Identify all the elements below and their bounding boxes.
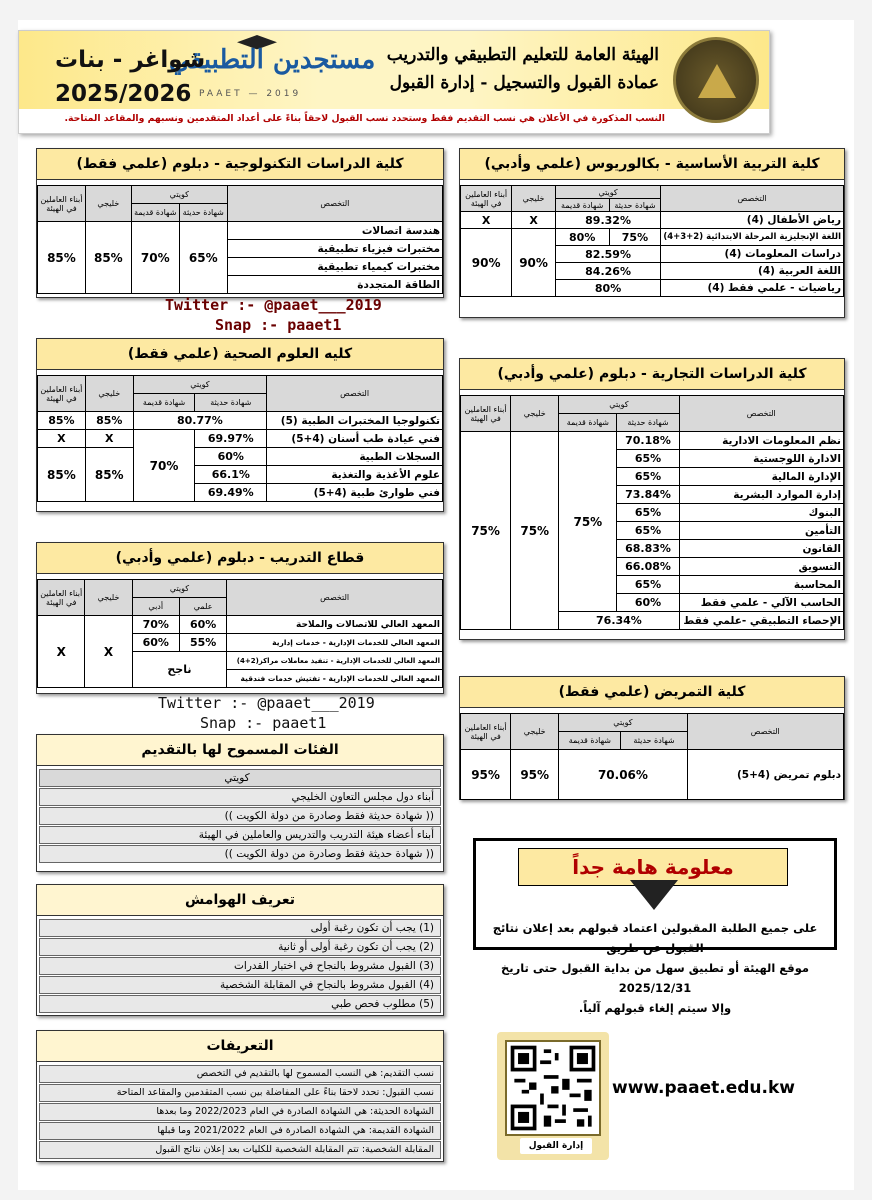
header (18, 30, 770, 134)
box-title: كلية التربية الأساسية - بكالوريوس (علمي وأدبي) (460, 149, 844, 180)
specialty-name: المعهد العالي للاتصالات والملاحة (227, 616, 443, 634)
rate-new: 69.97% (195, 430, 267, 448)
box-title: كلية الدراسات التكنولوجية - دبلوم (علمي فقط) (37, 149, 443, 180)
box-title: كلية الدراسات التجارية - دبلوم (علمي وأدبي) (460, 359, 844, 390)
rate-old: 70% (131, 222, 179, 294)
rate: 84.26% (555, 263, 660, 280)
technology-box (36, 148, 444, 298)
col-gulf: خليجي (511, 396, 559, 432)
rate-new: 60% (617, 594, 679, 612)
rate-new: 65% (617, 576, 679, 594)
col-specialty: التخصص (687, 714, 843, 750)
qr-code-icon (505, 1040, 601, 1136)
footnote-item: (5) مطلوب فحص طبي (39, 995, 441, 1013)
employees-rate: 85% (38, 412, 86, 430)
specialty-name: الحاسب الآلي - علمي فقط (679, 594, 843, 612)
col-old: شهادة قديمة (559, 732, 621, 750)
rate-new: 65% (179, 222, 227, 294)
nursing-table (460, 713, 844, 800)
vacancies-title: شواغر - بنات (55, 47, 206, 73)
footnote-item: (1) يجب أن تكون رغبة أولى (39, 919, 441, 937)
specialty-name: فني عيادة طب أسنان (4+5) (267, 430, 443, 448)
academic-year: 2025/2026 (55, 81, 192, 107)
col-gulf: خليجي (85, 186, 131, 222)
col-gulf: خليجي (85, 580, 132, 616)
col-employees: أبناء العاملين في الهيئة (461, 186, 512, 212)
rate-new: 75% (609, 229, 661, 246)
col-specialty: التخصص (227, 186, 442, 222)
brand-title: مستجدين التطبيقي (169, 45, 376, 75)
col-kuwaiti: كويتي (559, 396, 679, 414)
category-item: (( شهادة حديثة فقط وصادرة من دولة الكويت )) (39, 845, 441, 863)
rate-literary: 60% (132, 634, 179, 652)
rate-new: 65% (617, 468, 679, 486)
box-title: الفئات المسموح لها بالتقديم (37, 735, 443, 766)
twitter-handle: Twitter :- @paaet___2019 (165, 296, 382, 314)
health-sciences-table (37, 375, 443, 502)
specialty-name: المعهد العالي للخدمات الإدارية - تفتيش خدمات فندقية (227, 670, 443, 688)
col-specialty: التخصص (227, 580, 443, 616)
category-item: (( شهادة حديثة فقط وصادرة من دولة الكويت )) (39, 807, 441, 825)
training-box (36, 542, 444, 694)
rate-pass: ناجح (132, 652, 227, 688)
gulf-rate: X (85, 616, 132, 688)
table-row (38, 616, 443, 634)
specialty-name: دبلوم تمريض (4+5) (687, 750, 843, 800)
gulf-rate: 95% (511, 750, 559, 800)
org-name: الهيئة العامة للتعليم التطبيقي والتدريب (386, 45, 659, 65)
box-title: تعريف الهوامش (37, 885, 443, 916)
rate: 80% (555, 280, 660, 297)
rate: 70.06% (559, 750, 687, 800)
col-specialty: التخصص (267, 376, 443, 412)
col-kuwaiti: كويتي (132, 580, 227, 598)
rate-new: 66.1% (195, 466, 267, 484)
rate: 82.59% (555, 246, 660, 263)
important-text (478, 918, 832, 1018)
col-employees: أبناء العاملين في الهيئة (38, 186, 86, 222)
col-old: شهادة قديمة (133, 394, 195, 412)
specialty-name: هندسة اتصالات (227, 222, 442, 240)
health-sciences-box (36, 338, 444, 512)
box-title: التعريفات (37, 1031, 443, 1062)
box-title: كلية التمريض (علمي فقط) (460, 677, 844, 708)
table-row (461, 212, 844, 229)
snap-handle-2: Snap :- paaet1 (200, 714, 327, 732)
employees-rate: X (461, 212, 512, 229)
rate-scientific: 55% (179, 634, 226, 652)
rate-old: 70% (133, 430, 195, 502)
col-specialty: التخصص (679, 396, 843, 432)
gulf-rate: 85% (85, 222, 131, 294)
footnotes-box (36, 884, 444, 1016)
table-row (461, 229, 844, 246)
rate-new: 70.18% (617, 432, 679, 450)
specialty-name: علوم الأغذية والتغذية (267, 466, 443, 484)
col-employees: أبناء العاملين في الهيئة (38, 580, 85, 616)
definition-item: المقابلة الشخصية: تتم المقابلة الشخصية للكليات بعد إعلان نتائج القبول (39, 1141, 441, 1159)
col-kuwaiti: كويتي (555, 186, 660, 199)
footnote-item: (4) القبول مشروط بالنجاح في المقابلة الشخصية (39, 976, 441, 994)
rate-new: 68.83% (617, 540, 679, 558)
specialty-name: القانون (679, 540, 843, 558)
col-kuwaiti: كويتي (131, 186, 227, 204)
specialty-name: الادارة اللوجستية (679, 450, 843, 468)
box-title: كليه العلوم الصحية (علمي فقط) (37, 339, 443, 370)
technology-table (37, 185, 443, 294)
rate-new: 60% (195, 448, 267, 466)
important-line: موقع الهيئة أو تطبيق سهل من بداية القبول حتى تاريخ 2025/12/31 (500, 961, 810, 995)
business-box (459, 358, 845, 640)
col-new: شهادة حديثة (617, 414, 679, 432)
gulf-rate: 90% (512, 229, 556, 297)
table-row (38, 448, 443, 466)
employees-rate: 85% (38, 222, 86, 294)
employees-rate: X (38, 430, 86, 448)
col-employees: أبناء العاملين في الهيئة (461, 396, 511, 432)
employees-rate: 90% (461, 229, 512, 297)
table-row (38, 222, 443, 240)
twitter-handle-2: Twitter :- @paaet___2019 (158, 694, 375, 712)
definition-item: الشهادة الحديثة: هي الشهادة الصادرة في العام 2022/2023 وما بعدها (39, 1103, 441, 1121)
specialty-name: اللغة الإنجليزية المرحلة الابتدائية (2+3+4) (661, 229, 844, 246)
rate-new: 66.08% (617, 558, 679, 576)
col-new: شهادة حديثة (195, 394, 267, 412)
box-title: قطاع التدريب - دبلوم (علمي وأدبي) (37, 543, 443, 574)
table-row (38, 430, 443, 448)
definition-item: الشهادة القديمة: هي الشهادة الصادرة في العام 2021/2022 وما قبلها (39, 1122, 441, 1140)
rate: 76.34% (559, 612, 679, 630)
definition-item: نسب القبول: تحدد لاحقا بناءً على المفاضلة بين نسب المتقدمين والمقاعد المتاحة (39, 1084, 441, 1102)
col-employees: أبناء العاملين في الهيئة (461, 714, 511, 750)
specialty-name: المعهد العالي للخدمات الإدارية - تنفيذ معاملات مراكز(2+4) (227, 652, 443, 670)
col-employees: أبناء العاملين في الهيئة (38, 376, 86, 412)
categories-box (36, 734, 444, 872)
gulf-rate: 75% (511, 432, 559, 630)
rate: 80.77% (133, 412, 267, 430)
rate-old: 75% (559, 432, 617, 612)
snap-handle: Snap :- paaet1 (215, 316, 342, 334)
gulf-rate: 85% (85, 448, 133, 502)
col-literary: أدبي (132, 598, 179, 616)
specialty-name: السجلات الطبية (267, 448, 443, 466)
col-gulf: خليجي (512, 186, 556, 212)
employees-rate: 85% (38, 448, 86, 502)
col-old: شهادة قديمة (555, 199, 609, 212)
footnote-item: (2) يجب أن تكون رغبة أولى أو ثانية (39, 938, 441, 956)
website-url[interactable]: www.paaet.edu.kw (612, 1078, 795, 1098)
rate-new: 65% (617, 522, 679, 540)
specialty-name: التسويق (679, 558, 843, 576)
important-line: وإلا سيتم إلغاء قبولهم آلياً. (578, 1001, 732, 1015)
header-note: النسب المذكورة في الأعلان هي نسب التقديم فقط وستحدد نسب القبول لاحقاً بناءً على أعداد المتقدمين ونسبهم والمقاعد المتاحة. (64, 113, 665, 124)
rate-new: 69.49% (195, 484, 267, 502)
nursing-box (459, 676, 845, 800)
employees-rate: X (38, 616, 85, 688)
col-new: شهادة حديثة (621, 732, 687, 750)
employees-rate: 75% (461, 432, 511, 630)
specialty-name: نظم المعلومات الادارية (679, 432, 843, 450)
category-item: أبناء أعضاء هيئة التدريب والتدريس والعاملين في الهيئة (39, 826, 441, 844)
col-old: شهادة قديمة (131, 204, 179, 222)
business-table (460, 395, 844, 630)
basic-education-table (460, 185, 844, 297)
definitions-box (36, 1030, 444, 1162)
col-scientific: علمي (179, 598, 226, 616)
definition-item: نسب التقديم: هي النسب المسموح لها بالتقديم في التخصص (39, 1065, 441, 1083)
brand-subtitle: PAAET — 2019 (199, 89, 302, 99)
specialty-name: المعهد العالي للخدمات الإدارية - خدمات إدارية (227, 634, 443, 652)
table-row (461, 432, 844, 450)
specialty-name: تكنولوجيا المختبرات الطبية (5) (267, 412, 443, 430)
col-kuwaiti: كويتي (133, 376, 267, 394)
rate-literary: 70% (132, 616, 179, 634)
gulf-rate: 85% (85, 412, 133, 430)
rate-new: 73.84% (617, 486, 679, 504)
col-kuwaiti: كويتي (559, 714, 687, 732)
rate-new: 65% (617, 450, 679, 468)
specialty-name: الطاقة المتجددة (227, 276, 442, 294)
category-item: أبناء دول مجلس التعاون الخليجي (39, 788, 441, 806)
col-gulf: خليجي (511, 714, 559, 750)
gulf-rate: X (85, 430, 133, 448)
specialty-name: رياض الأطفال (4) (661, 212, 844, 229)
specialty-name: إدارة الموارد البشرية (679, 486, 843, 504)
footnote-item: (3) القبول مشروط بالنجاح في اختبار القدرات (39, 957, 441, 975)
specialty-name: فني طوارئ طبية (4+5) (267, 484, 443, 502)
col-gulf: خليجي (85, 376, 133, 412)
specialty-name: مختبرات فيزياء تطبيقية (227, 240, 442, 258)
gulf-rate: X (512, 212, 556, 229)
specialty-name: البنوك (679, 504, 843, 522)
dept-name: عمادة القبول والتسجيل - إدارة القبول (389, 73, 659, 93)
qr-label: إدارة القبول (520, 1138, 592, 1154)
specialty-name: التأمين (679, 522, 843, 540)
specialty-name: اللغة العربية (4) (661, 263, 844, 280)
important-line: على جميع الطلبة المقبولين اعتماد قبولهم بعد إعلان نتائج القبول عن طريق (492, 921, 818, 955)
col-old: شهادة قديمة (559, 414, 617, 432)
employees-rate: 95% (461, 750, 511, 800)
paaet-logo (673, 37, 759, 123)
col-new: شهادة حديثة (609, 199, 661, 212)
col-new: شهادة حديثة (179, 204, 227, 222)
training-table (37, 579, 443, 688)
table-row (38, 412, 443, 430)
kuwaiti-label: كويتي (39, 769, 441, 787)
table-row (461, 750, 844, 800)
specialty-name: الإحصاء التطبيقي -علمي فقط (679, 612, 843, 630)
rate-scientific: 60% (179, 616, 226, 634)
specialty-name: مختبرات كيمياء تطبيقية (227, 258, 442, 276)
specialty-name: دراسات المعلومات (4) (661, 246, 844, 263)
basic-education-box (459, 148, 845, 318)
rate-old: 80% (555, 229, 609, 246)
specialty-name: المحاسبة (679, 576, 843, 594)
col-specialty: التخصص (661, 186, 844, 212)
important-title: معلومة هامة جداً (518, 848, 788, 886)
specialty-name: الإدارة المالية (679, 468, 843, 486)
specialty-name: رياضيات - علمي فقط (4) (661, 280, 844, 297)
rate-new: 65% (617, 504, 679, 522)
rate: 89.32% (555, 212, 660, 229)
